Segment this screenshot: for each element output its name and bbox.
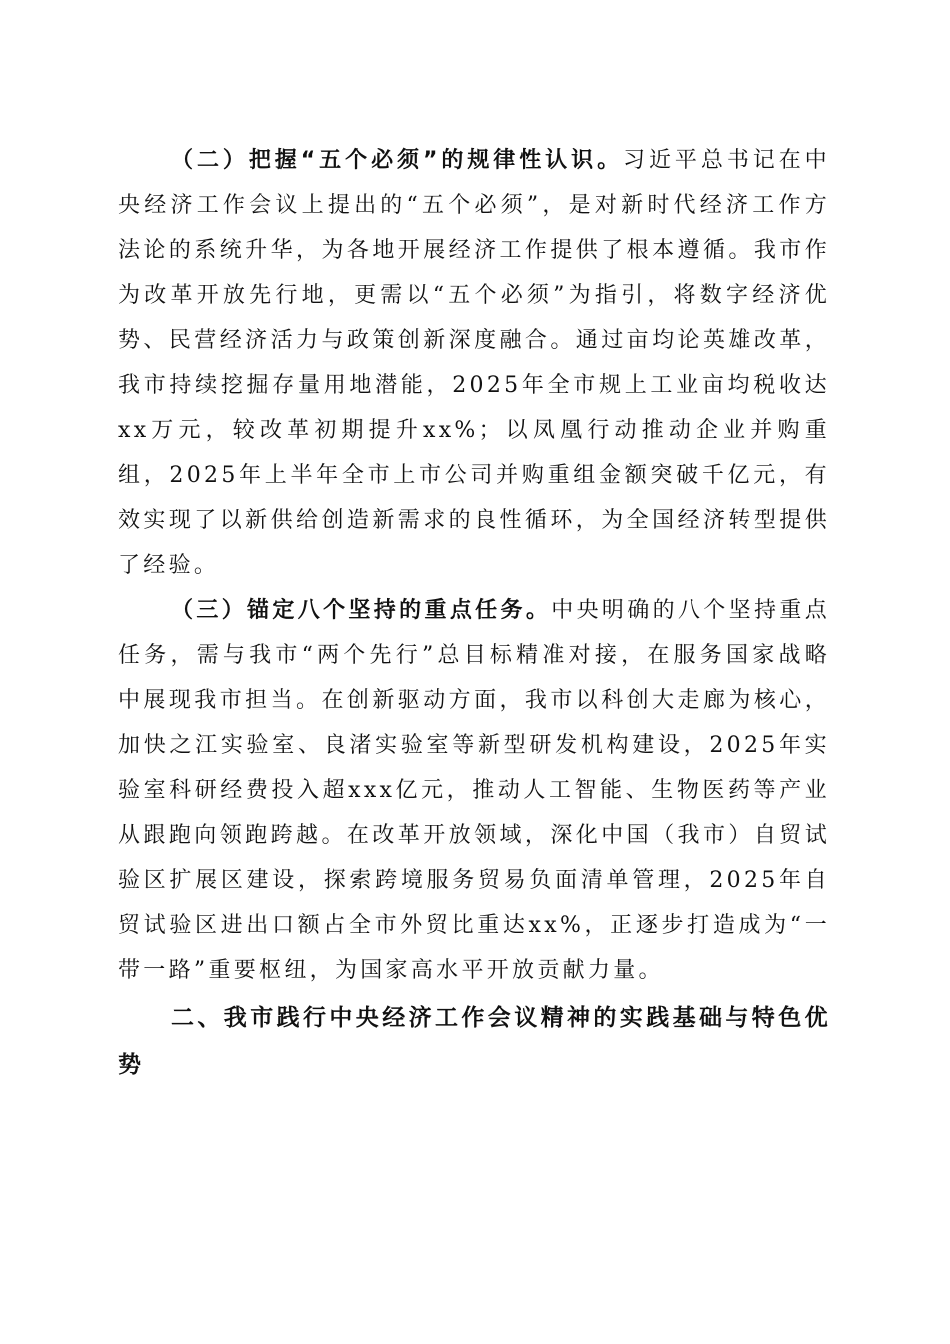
paragraph-text-eight-persistences: 中央明确的八个坚持重点任务，需与我市“两个先行”总目标精准对接，在服务国家战略中展现我市担当。在创新驱动方面，我市以科创大走廊为核心，加快之江实验室、良渚实验室等新型研发机构建设，2025年实验室科研经费投入超xxx亿元，推动人工智能、生物医药等产业从跟跑向领跑跨越。在改革开放领域，深化中国（我市）自贸试验区扩展区建设，探索跨境服务贸易负面清单管理，2025年自贸试验区进出口额占全市外贸比重达xx%，正逐步打造成为“一带一路”重要枢纽，为国家高水平开放贡献力量。 xyxy=(118,598,830,983)
paragraph-eight-persistences xyxy=(118,588,830,993)
paragraph-five-musts xyxy=(118,138,830,588)
paragraph-text-five-musts: 习近平总书记在中央经济工作会议上提出的“五个必须”，是对新时代经济工作方法论的系统升华，为各地开展经济工作提供了根本遵循。我市作为改革开放先行地，更需以“五个必须”为指引，将数字经济优势、民营经济活力与政策创新深度融合。通过亩均论英雄改革，我市持续挖掘存量用地潜能，2025年全市规上工业亩均税收达xx万元，较改革初期提升xx%；以凤凰行动推动企业并购重组，2025年上半年全市上市公司并购重组金额突破千亿元，有效实现了以新供给创造新需求的良性循环，为全国经济转型提供了经验。 xyxy=(118,148,830,578)
paragraph-lead-five-musts: （二）把握“五个必须”的规律性认识。 xyxy=(171,148,624,173)
section-heading: 二、我市践行中央经济工作会议精神的实践基础与特色优势 xyxy=(118,1005,830,1078)
paragraph-lead-eight-persistences: （三）锚定八个坚持的重点任务。 xyxy=(171,598,552,623)
document-body xyxy=(118,138,830,1089)
